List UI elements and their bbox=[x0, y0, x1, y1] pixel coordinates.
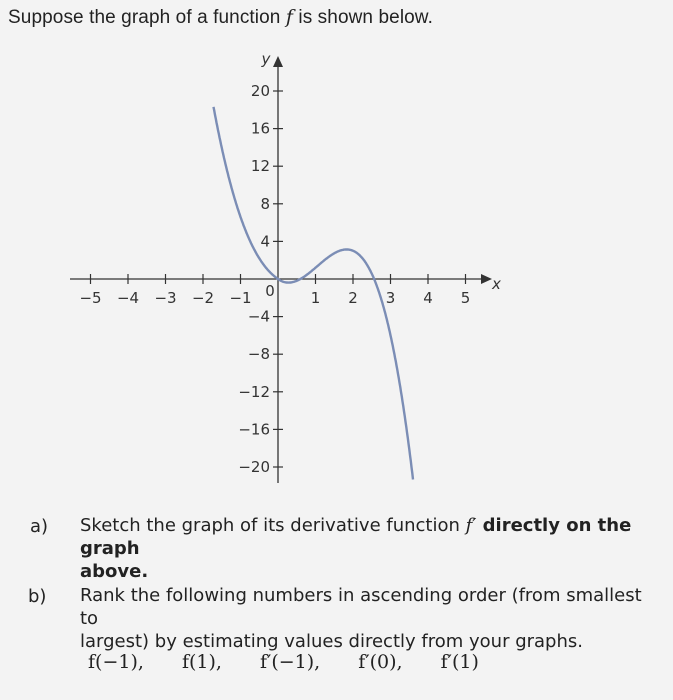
question-b-line2: largest) by estimating values directly from your graphs. bbox=[80, 631, 583, 652]
origin-label: 0 bbox=[265, 282, 275, 300]
y-tick-label: −16 bbox=[238, 420, 270, 439]
y-tick-label: 12 bbox=[250, 157, 270, 176]
x-tick-label: −1 bbox=[229, 289, 252, 307]
y-axis-label: y bbox=[261, 50, 271, 68]
y-tick-label: 20 bbox=[250, 82, 270, 100]
question-a-text-before: Sketch the graph of its derivative function bbox=[80, 515, 466, 536]
tick-labels bbox=[79, 50, 501, 476]
question-b-text bbox=[80, 584, 660, 653]
y-tick-label: 16 bbox=[250, 119, 270, 138]
x-tick-label: 2 bbox=[348, 289, 358, 307]
intro-suffix: is shown below. bbox=[293, 7, 433, 28]
axes bbox=[70, 56, 492, 483]
x-tick-label: 1 bbox=[310, 289, 321, 307]
question-a-text bbox=[80, 514, 660, 583]
x-tick-label: −4 bbox=[116, 289, 140, 307]
y-tick-label: −8 bbox=[247, 345, 270, 364]
number-item: f′(0), bbox=[358, 651, 403, 673]
numbers-to-rank bbox=[88, 651, 511, 673]
y-tick-label: −12 bbox=[238, 382, 270, 401]
intro-prefix: Suppose the graph of a function bbox=[8, 7, 286, 28]
x-tick-label: −3 bbox=[154, 289, 177, 307]
question-a-fprime: f′ bbox=[465, 515, 477, 536]
x-tick-label: −2 bbox=[191, 289, 215, 307]
intro-function-name: f bbox=[285, 6, 293, 28]
y-tick-label: 8 bbox=[260, 194, 270, 213]
x-axis-arrow bbox=[481, 274, 492, 284]
y-tick-label: −20 bbox=[238, 458, 270, 476]
x-tick-label: −5 bbox=[79, 289, 102, 307]
number-item: f′(1) bbox=[440, 651, 479, 673]
question-a-bold-line2: above. bbox=[80, 561, 149, 582]
question-b-label: b) bbox=[28, 586, 47, 607]
x-axis-label: x bbox=[492, 275, 501, 293]
question-a-bold-text: directly on the graph bbox=[80, 515, 632, 559]
y-axis-arrow bbox=[273, 56, 283, 67]
y-tick-label: 4 bbox=[260, 232, 270, 251]
number-item: f′(−1), bbox=[260, 651, 321, 673]
x-tick-label: 4 bbox=[423, 289, 433, 307]
question-b-line1: Rank the following numbers in ascending order (from smallest to bbox=[80, 585, 642, 629]
x-tick-label: 3 bbox=[385, 289, 396, 307]
question-a-label: a) bbox=[30, 516, 49, 537]
number-item: f(−1), bbox=[88, 651, 144, 673]
number-item: f(1), bbox=[181, 651, 222, 673]
y-tick-label: −4 bbox=[247, 307, 270, 326]
x-tick-label: 5 bbox=[460, 289, 471, 307]
